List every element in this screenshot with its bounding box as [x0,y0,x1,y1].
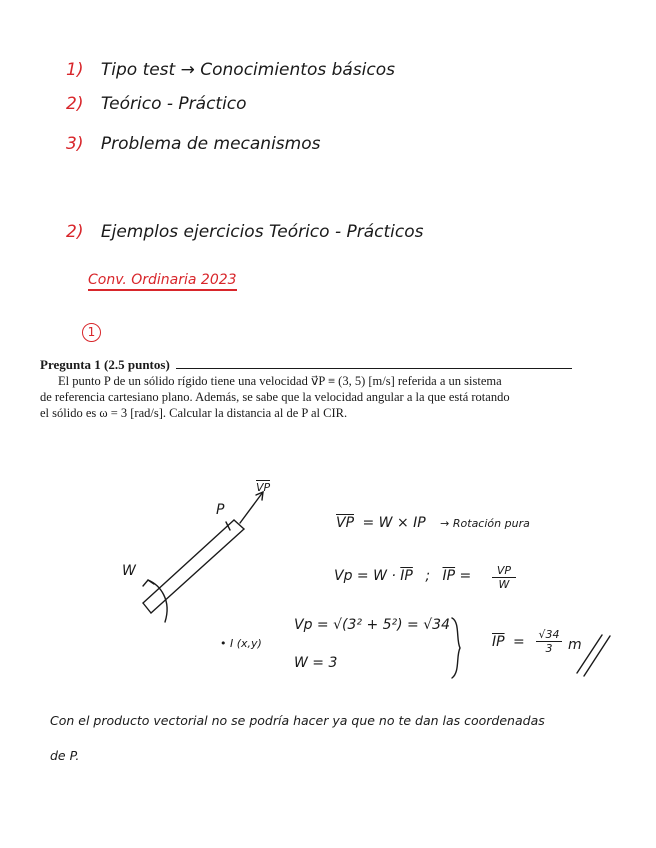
velocity-label-text: VP [256,481,271,494]
equation-1 [336,515,530,531]
question-block [40,357,600,421]
velocity-label [256,481,270,494]
question-heading: Pregunta 1 (2.5 puntos) [40,357,170,372]
list-number-2: 2) [66,94,84,114]
vp-calculation: Vp = √(3² + 5²) = √34 [294,617,450,633]
circled-number [82,323,101,342]
question-heading-rule [176,368,572,369]
result-fraction [536,628,562,655]
equation-2-numerator: VP [492,564,516,578]
result-equals: = [513,634,525,650]
cir-label: • I (x,y) [220,637,262,650]
list-number-1: 1) [66,60,84,80]
result-mark-2 [584,636,610,676]
list-text-3: Problema de mecanismos [100,134,321,154]
equation-2-ip-right: $\overline{IP}$ [442,568,456,584]
equation-2-equals: = [459,568,472,584]
omega-value: W = 3 [294,655,338,671]
result-numerator: √34 [536,628,562,642]
question-line-2: de referencia cartesiano plano. Además, se sabe que la velocidad angular a la que está rotando [40,390,510,404]
omega-label: W [122,563,136,579]
exam-label: Conv. Ordinaria 2023 [88,272,237,291]
section-2-number: 2) [66,222,84,242]
question-line-1: El punto P de un sólido rígido tiene una velocidad v⃗P ≡ (3, 5) [m/s] referida a un sistema [58,374,502,388]
result [492,634,529,650]
list-item-1 [66,60,395,80]
circled-number-text: 1 [87,325,96,339]
bar-end [143,603,151,613]
list-number-3: 3) [66,134,84,154]
question-heading-row [40,357,600,373]
point-p-label: P [216,502,225,518]
equation-1-vp: VP [336,515,355,531]
equation-2-left: Vp = W · [334,568,401,584]
list-item-2 [66,94,247,114]
right-brace [452,618,460,678]
velocity-arrow [240,492,263,523]
rotation-arc [148,580,167,622]
bar-edge-lower [151,529,244,613]
result-denominator: 3 [545,642,553,655]
section-2-text: Ejemplos ejercicios Teórico - Prácticos [100,222,424,242]
point-p-mark [226,522,230,530]
equation-2 [334,568,471,584]
section-2-heading [66,222,424,242]
equation-2-denominator: W [498,578,510,591]
note-line-1: Con el producto vectorial no se podría hacer ya que no te dan las coordenadas [50,713,545,728]
equation-2-fraction [492,564,516,591]
list-text-2: Teórico - Práctico [100,94,247,114]
result-unit: m [568,637,582,653]
equation-2-ip: $\overline{IP}$ [400,568,413,584]
equation-1-cross: = W × IP [362,515,426,531]
question-line-3: el sólido es ω = 3 [rad/s]. Calcular la distancia al de P al CIR. [40,406,348,420]
list-item-3 [66,134,320,154]
rotation-arrowhead [143,580,154,586]
bar-edge-upper [143,520,234,603]
bar-top-end [234,520,244,529]
note-line-2: de P. [50,748,80,763]
equation-2-sep: ; [425,568,431,584]
result-ip: $\overline{IP}$ [492,634,505,650]
list-text-1: Tipo test → Conocimientos básicos [100,60,396,80]
equation-1-note: → Rotación pura [440,517,530,530]
